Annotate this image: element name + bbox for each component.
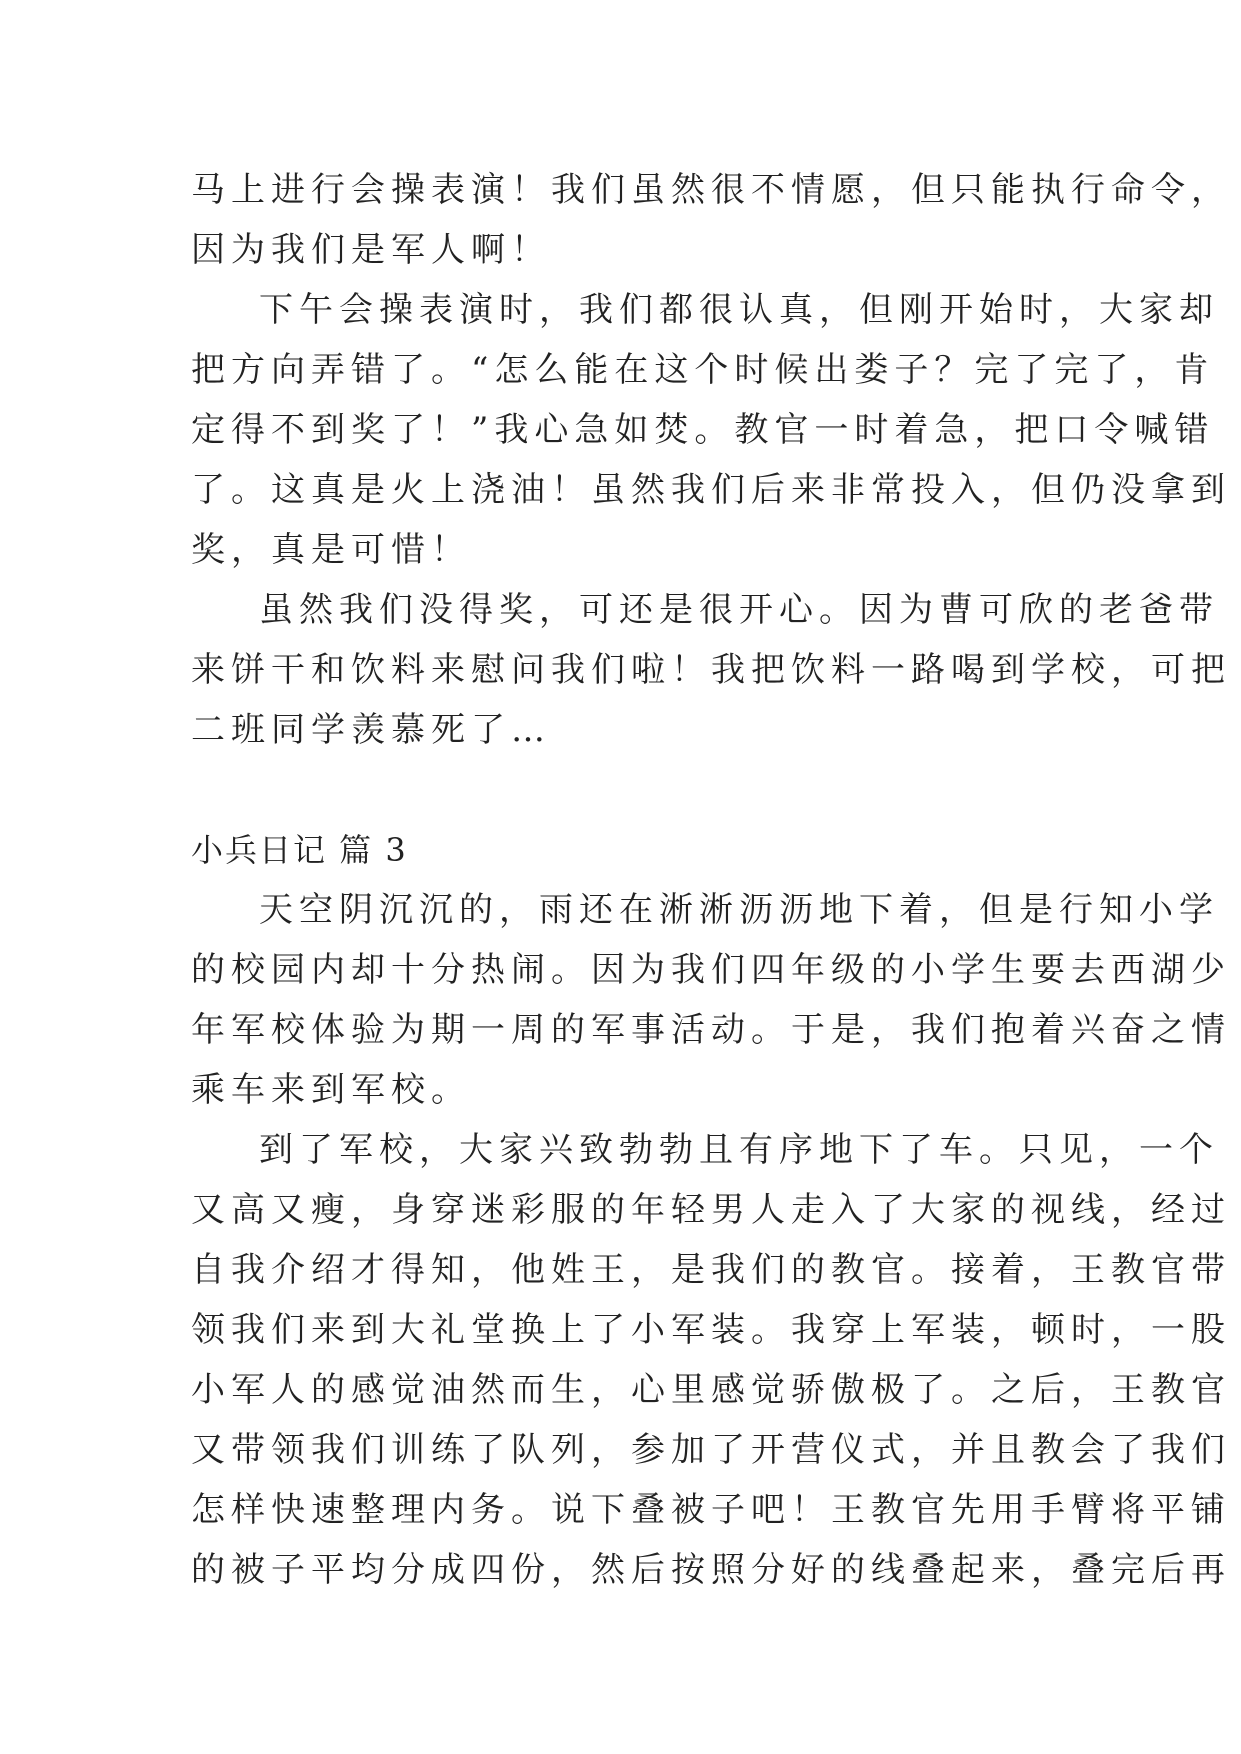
text-line: 因为我们是军人啊！	[191, 230, 551, 270]
text-line: 来饼干和饮料来慰问我们啦！我把饮料一路喝到学校，可把	[191, 650, 1231, 690]
text-line: 乘车来到军校。	[191, 1070, 471, 1110]
text-line: 怎样快速整理内务。说下叠被子吧！王教官先用手臂将平铺	[191, 1490, 1231, 1530]
text-line: 二班同学羡慕死了…	[191, 710, 551, 750]
document-page	[191, 160, 1231, 1600]
text-line: 的校园内却十分热闹。因为我们四年级的小学生要去西湖少	[191, 950, 1231, 990]
text-line: 又带领我们训练了队列，参加了开营仪式，并且教会了我们	[191, 1430, 1231, 1470]
paragraph	[191, 880, 1231, 1120]
text-line: 马上进行会操表演！我们虽然很不情愿，但只能执行命令，	[191, 170, 1231, 210]
section-spacer	[191, 760, 1051, 820]
text-line: 自我介绍才得知，他姓王，是我们的教官。接着，王教官带	[191, 1250, 1231, 1290]
text-line: 定得不到奖了！”我心急如焚。教官一时着急，把口令喊错	[191, 410, 1215, 450]
text-line: 虽然我们没得奖，可还是很开心。因为曹可欣的老爸带	[259, 590, 1219, 630]
text-line: 到了军校，大家兴致勃勃且有序地下了车。只见，一个	[259, 1130, 1219, 1170]
text-line: 又高又瘦，身穿迷彩服的年轻男人走入了大家的视线，经过	[191, 1190, 1231, 1230]
text-line: 领我们来到大礼堂换上了小军装。我穿上军装，顿时，一股	[191, 1310, 1231, 1350]
paragraph	[191, 580, 1231, 760]
text-line: 下午会操表演时，我们都很认真，但刚开始时，大家却	[259, 290, 1219, 330]
paragraph	[191, 280, 1231, 580]
text-line: 小军人的感觉油然而生，心里感觉骄傲极了。之后，王教官	[191, 1370, 1231, 1410]
text-line: 奖，真是可惜！	[191, 530, 471, 570]
section-heading: 小兵日记 篇 3	[191, 831, 408, 869]
text-line: 年军校体验为期一周的军事活动。于是，我们抱着兴奋之情	[191, 1010, 1231, 1050]
text-line: 了。这真是火上浇油！虽然我们后来非常投入，但仍没拿到	[191, 470, 1231, 510]
paragraph-continued	[191, 160, 1231, 280]
text-line: 天空阴沉沉的，雨还在淅淅沥沥地下着，但是行知小学	[259, 890, 1219, 930]
text-line: 的被子平均分成四份，然后按照分好的线叠起来，叠完后再	[191, 1550, 1231, 1590]
paragraph	[191, 1120, 1231, 1600]
text-line: 把方向弄错了。“怎么能在这个时候出娄子？完了完了，肯	[191, 350, 1215, 390]
